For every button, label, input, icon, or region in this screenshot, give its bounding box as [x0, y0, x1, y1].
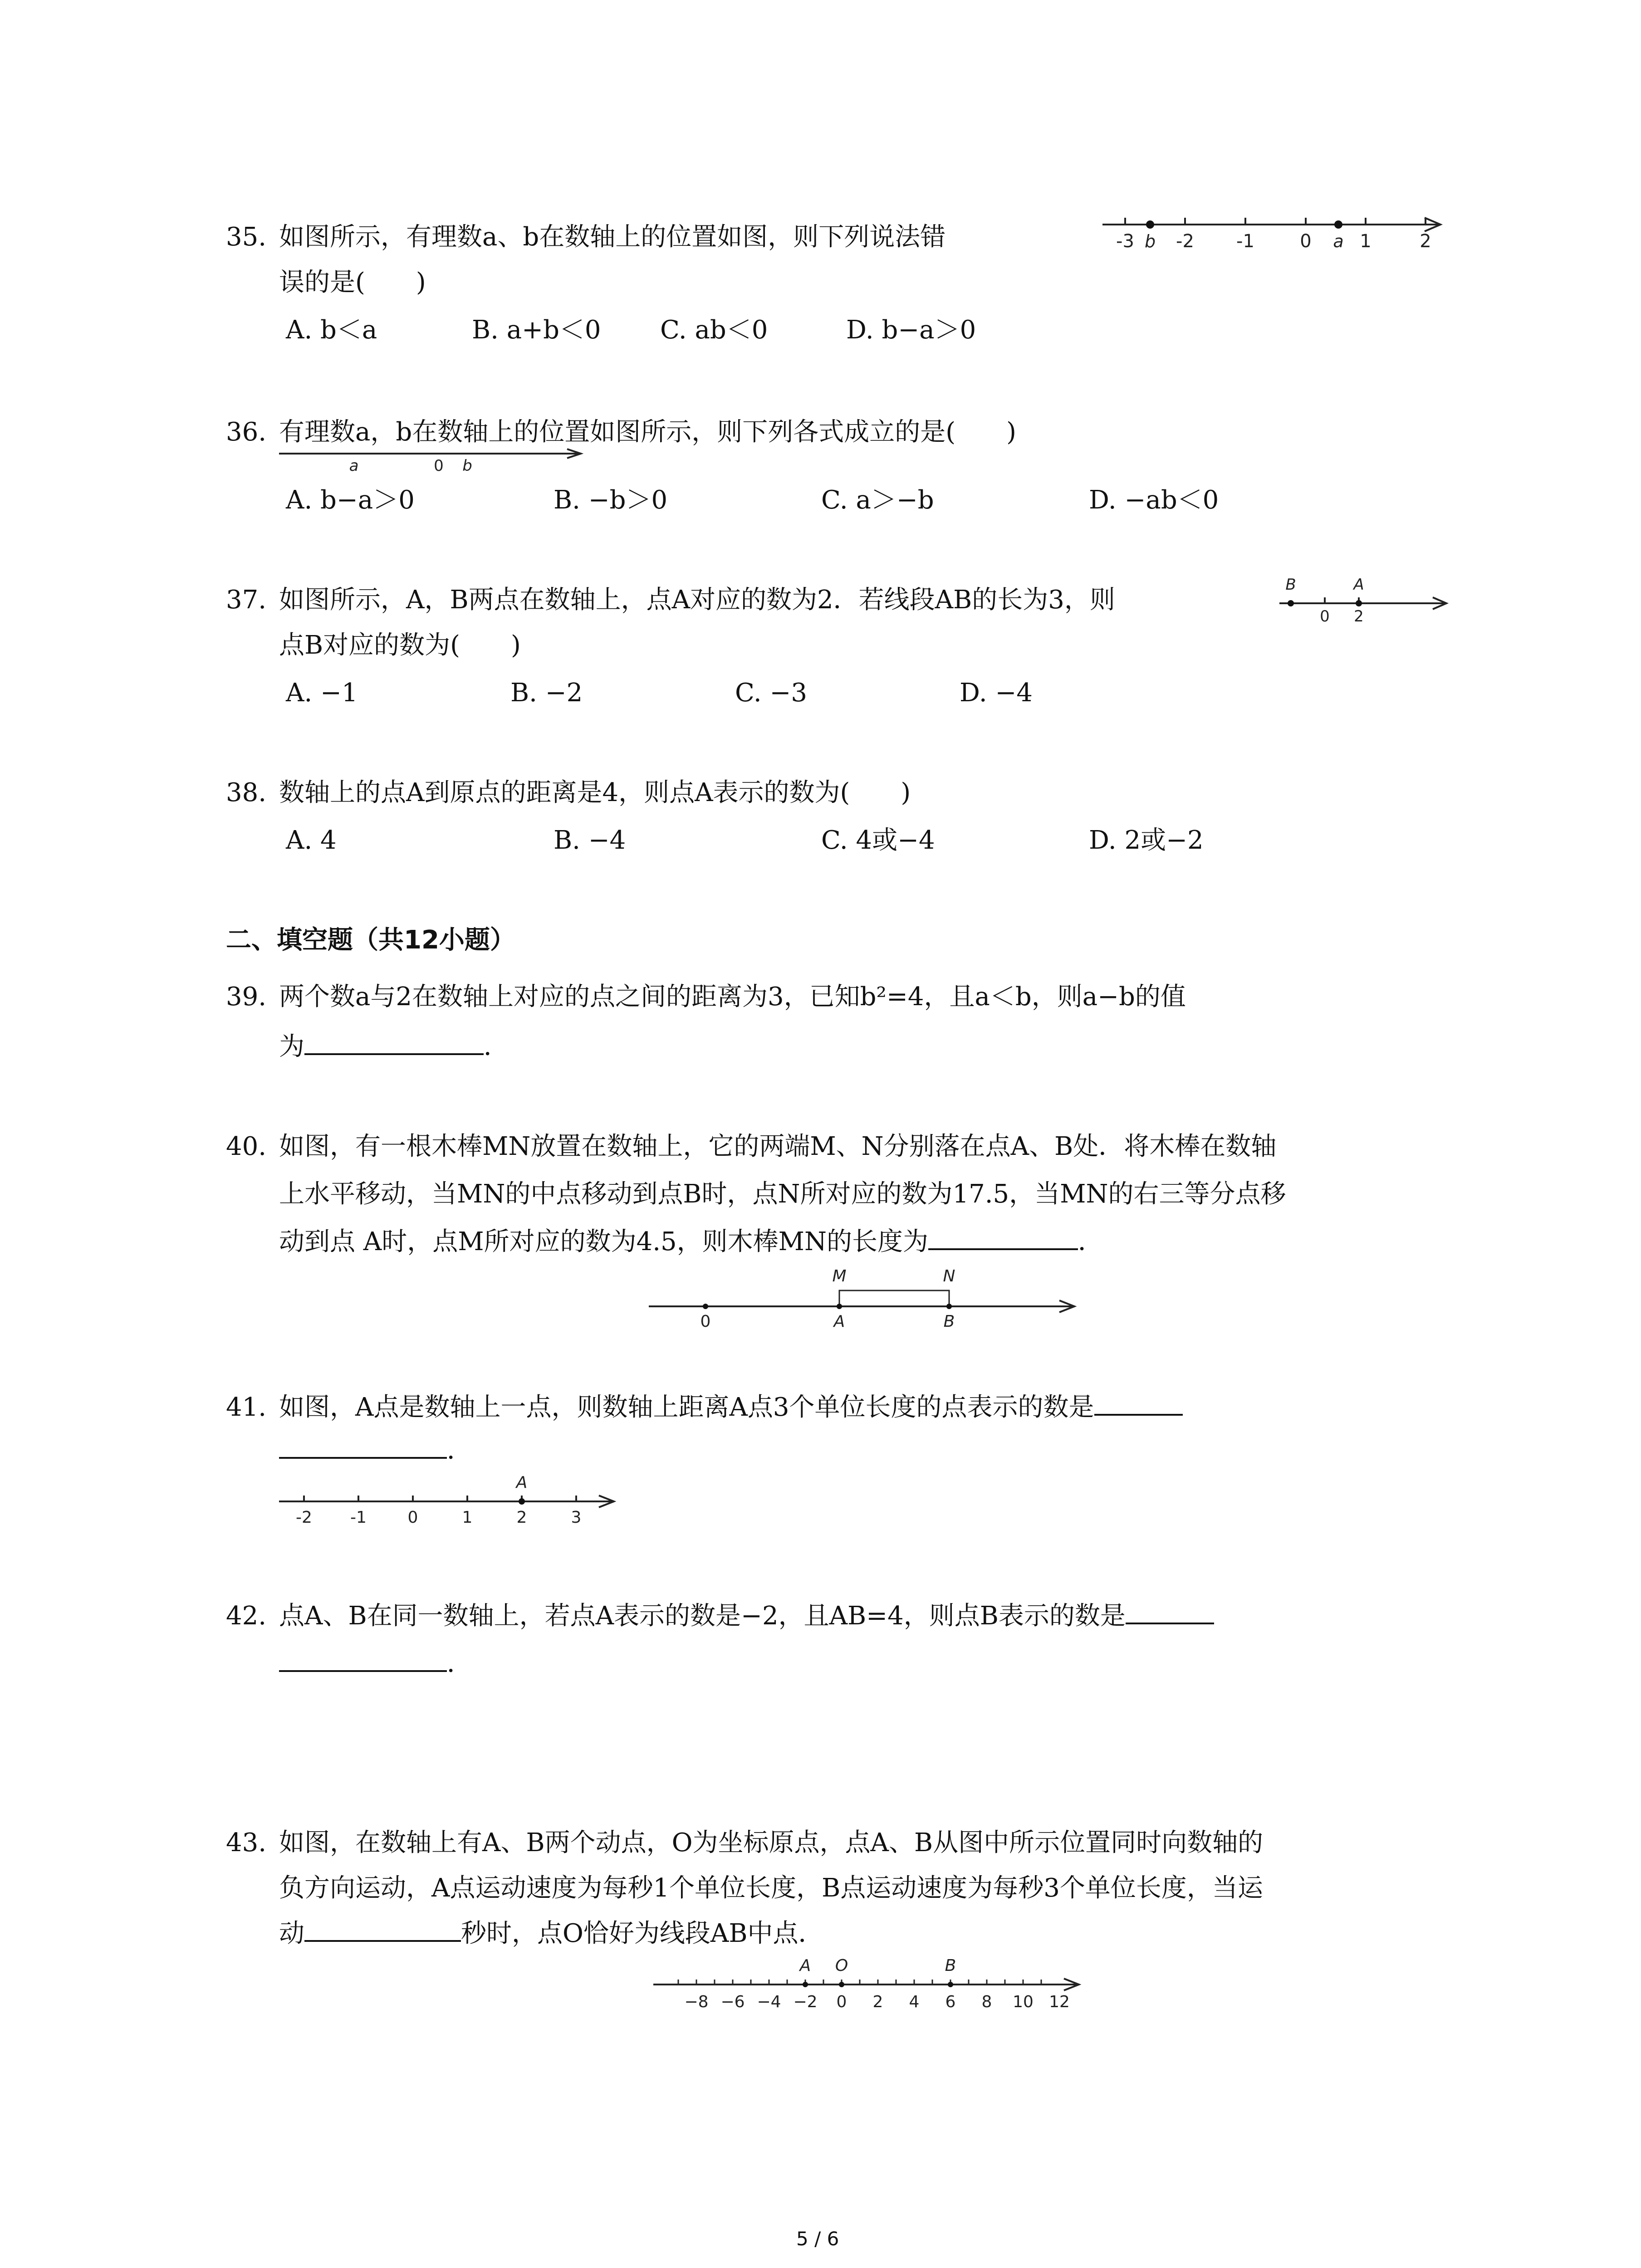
q41-tick: -1 [350, 1508, 367, 1527]
q38-text-line1: 数轴上的点A到原点的距离是4，则点A表示的数为( ) [279, 778, 911, 807]
q41-tick: 0 [407, 1508, 418, 1527]
q37-number-line [1279, 569, 1452, 628]
q37-label-a: A [1353, 576, 1364, 594]
q35-label-a: a [1333, 231, 1344, 251]
page-number: 5 / 6 [796, 2228, 839, 2250]
q35-option-c: C. ab＜0 [660, 315, 768, 345]
q36-label-0: 0 [434, 457, 444, 475]
q43-number-line [653, 1950, 1089, 2023]
q37-point-a [1356, 600, 1362, 606]
q40-label-0: 0 [700, 1312, 711, 1331]
q43-tick: 0 [836, 1993, 847, 2011]
q42-line1-text: 点A、B在同一数轴上，若点A表示的数是−2，且AB=4，则点B表示的数是 [279, 1601, 1126, 1631]
q35-label-b: b [1144, 231, 1156, 251]
q41-line2-suffix: ． [447, 1436, 472, 1465]
q40-label-n: N [943, 1267, 955, 1286]
q42-answer-blank-a[interactable] [1126, 1623, 1214, 1624]
q43-tick: 8 [981, 1993, 992, 2011]
q35-point-b [1146, 220, 1154, 229]
q40-line3-prefix: 动到点 A时，点M所对应的数为4.5，则木棒MN的长度为 [279, 1227, 928, 1256]
q39-answer-blank[interactable] [304, 1053, 484, 1055]
q41-tick: 2 [516, 1508, 527, 1527]
q43-tick: 6 [945, 1993, 956, 2011]
q36-number-line [279, 449, 588, 476]
q41-label-a: A [516, 1473, 528, 1492]
q38-option-a: A. 4 [286, 826, 337, 855]
q40-number-line [649, 1266, 1084, 1334]
q40-answer-blank[interactable] [928, 1248, 1078, 1250]
q35-tick: -2 [1176, 231, 1194, 252]
section-heading: 二、填空题（共12小题） [226, 925, 515, 955]
q37-option-a: A. −1 [286, 678, 358, 708]
q36-number: 36. [226, 417, 267, 447]
q39-number: 39. [226, 982, 267, 1012]
q43-number: 43. [226, 1828, 267, 1857]
q38-option-c: C. 4或−4 [821, 826, 935, 855]
q37-option-c: C. −3 [735, 678, 808, 708]
q37-text-line1: 如图所示，A，B两点在数轴上，点A对应的数为2．若线段AB的长为3，则 [279, 585, 1115, 615]
q43-point-o [839, 1982, 844, 1987]
q43-label-b: B [945, 1956, 956, 1975]
q43-line3-suffix: 秒时，点O恰好为线段AB中点． [461, 1919, 824, 1948]
q41-point-a [519, 1498, 525, 1505]
q43-tick: −6 [720, 1993, 745, 2011]
q43-label-a: A [799, 1956, 811, 1975]
q41-answer-blank-b[interactable] [279, 1457, 447, 1459]
q43-label-o: O [835, 1956, 848, 1975]
q43-text-line3 [279, 1921, 824, 1946]
q41-tick: -2 [296, 1508, 312, 1527]
q41-number-line [279, 1472, 624, 1531]
q37-tick-2: 2 [1354, 607, 1364, 626]
q41-answer-blank-a[interactable] [1094, 1414, 1183, 1416]
q43-tick: 10 [1013, 1993, 1034, 2011]
q35-option-a: A. b＜a [286, 315, 377, 345]
q42-answer-blank-b[interactable] [279, 1670, 447, 1672]
q35-tick: 2 [1420, 231, 1431, 252]
q36-text-line1: 有理数a，b在数轴上的位置如图所示，则下列各式成立的是( ) [279, 417, 1016, 447]
q43-tick: 2 [872, 1993, 883, 2011]
q43-tick: −4 [757, 1993, 781, 2011]
q42-line2-suffix: ． [447, 1649, 472, 1678]
q43-tick: 12 [1049, 1993, 1070, 2011]
q35-option-d: D. b−a＞0 [846, 315, 976, 345]
q37-option-b: B. −2 [510, 678, 583, 708]
q36-option-a: A. b−a＞0 [286, 485, 415, 515]
q42-number: 42. [226, 1601, 267, 1631]
q40-label-b: B [943, 1312, 955, 1331]
q35-number: 35. [226, 222, 267, 252]
q37-label-b: B [1285, 576, 1296, 594]
q37-number: 37. [226, 585, 267, 615]
q40-line3-suffix: ． [1078, 1227, 1103, 1256]
q40-label-a: A [833, 1312, 845, 1331]
q43-text-line1: 如图，在数轴上有A、B两个动点，O为坐标原点，点A、B从图中所示位置同时向数轴的 [279, 1828, 1264, 1857]
q36-option-d: D. −ab＜0 [1089, 485, 1219, 515]
q41-number: 41. [226, 1393, 267, 1422]
q35-option-b: B. a+b＜0 [472, 315, 601, 345]
q41-tick: 3 [571, 1508, 582, 1527]
q41-tick: 1 [462, 1508, 473, 1527]
q39-line2-prefix: 为 [279, 1032, 304, 1061]
q38-number: 38. [226, 778, 267, 807]
q35-text-line2: 误的是( ) [279, 268, 426, 297]
q40-label-m: M [832, 1267, 847, 1286]
q43-line3-prefix: 动 [279, 1919, 304, 1948]
q39-line2-suffix: ． [484, 1032, 509, 1061]
q35-text-line1: 如图所示，有理数a、b在数轴上的位置如图，则下列说法错 [279, 222, 946, 252]
q43-answer-blank[interactable] [304, 1940, 461, 1942]
q38-option-d: D. 2或−2 [1089, 826, 1204, 855]
q36-option-b: B. −b＞0 [554, 485, 668, 515]
q40-point-b [946, 1304, 952, 1309]
q40-text-line2: 上水平移动，当MN的中点移动到点B时，点N所对应的数为17.5，当MN的右三等分点移 [279, 1179, 1286, 1209]
q37-option-d: D. −4 [960, 678, 1033, 708]
q40-point-a [837, 1304, 842, 1309]
q35-tick: -3 [1116, 231, 1134, 252]
q40-stick-mn [839, 1290, 949, 1306]
q43-tick: 4 [909, 1993, 920, 2011]
q42-text-line1 [279, 1603, 1214, 1629]
q37-tick-0: 0 [1320, 607, 1330, 626]
q35-tick: 1 [1360, 231, 1372, 252]
q41-text-line1 [279, 1395, 1183, 1420]
q38-option-b: B. −4 [554, 826, 626, 855]
q41-line1-text: 如图，A点是数轴上一点，则数轴上距离A点3个单位长度的点表示的数是 [279, 1393, 1094, 1422]
q40-number: 40. [226, 1132, 267, 1161]
q43-tick: −8 [684, 1993, 709, 2011]
q36-option-c: C. a＞−b [821, 485, 934, 515]
q42-text-line2 [279, 1651, 472, 1677]
q41-text-line2 [279, 1438, 472, 1463]
q43-point-a [803, 1982, 808, 1987]
q37-point-b [1288, 600, 1294, 606]
q43-tick: −2 [793, 1993, 818, 2011]
q43-text-line2: 负方向运动，A点运动速度为每秒1个单位长度，B点运动速度为每秒3个单位长度，当运 [279, 1873, 1263, 1903]
q37-text-line2: 点B对应的数为( ) [279, 631, 521, 660]
q35-point-a [1334, 220, 1342, 229]
q40-text-line1: 如图，有一根木棒MN放置在数轴上，它的两端M、N分别落在点A、B处．将木棒在数轴 [279, 1132, 1277, 1161]
q36-label-b: b [462, 457, 472, 475]
q39-text-line2 [279, 1034, 509, 1060]
q43-point-b [948, 1982, 953, 1987]
q35-tick: -1 [1236, 231, 1254, 252]
q40-text-line3 [279, 1229, 1103, 1255]
q36-label-a: a [349, 457, 359, 475]
q39-text-line1: 两个数a与2在数轴上对应的点之间的距离为3，已知b²=4，且a＜b，则a−b的值 [279, 982, 1186, 1012]
q35-number-line [1102, 204, 1447, 259]
q35-tick: 0 [1300, 231, 1312, 252]
